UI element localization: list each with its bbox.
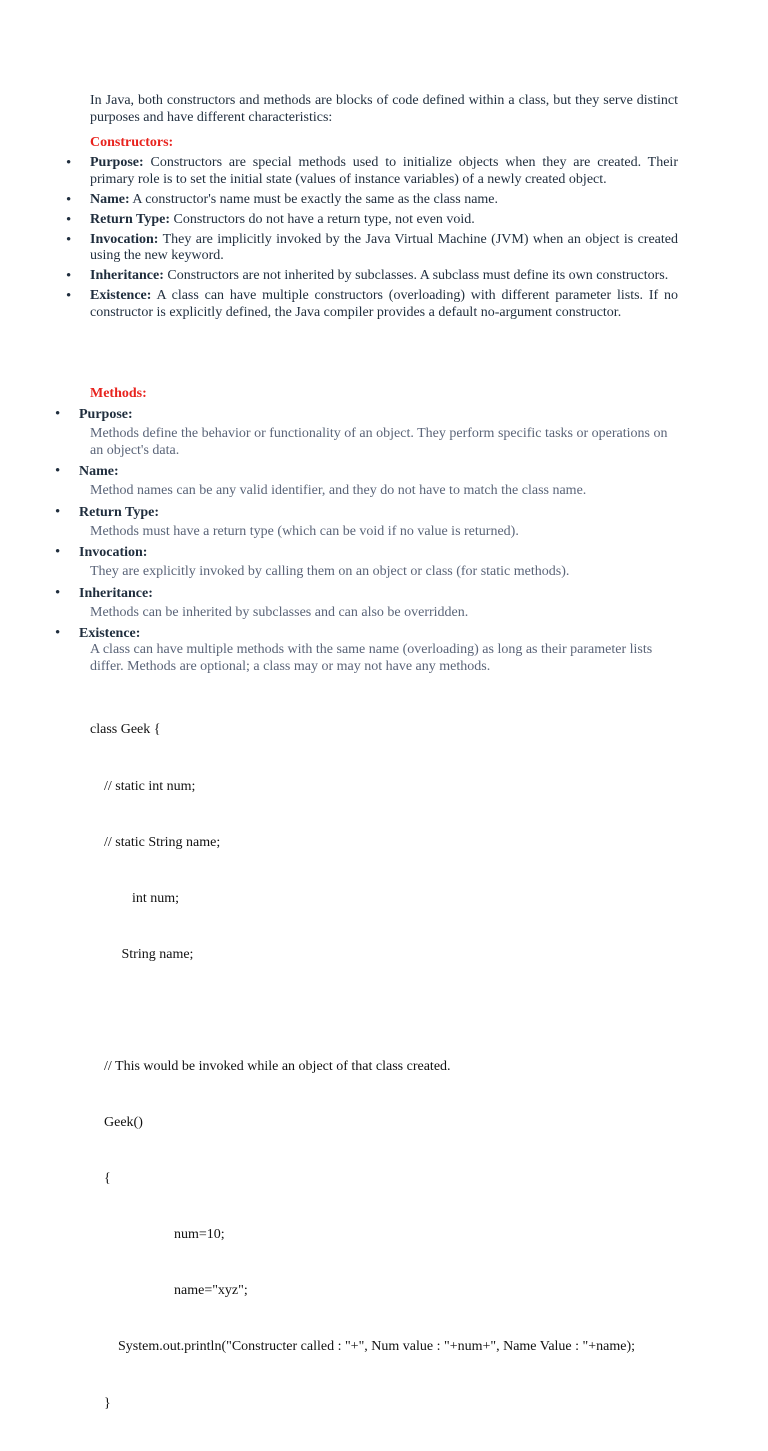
item-text: They are explicitly invoked by calling them on an object or class (for static methods). bbox=[90, 564, 570, 579]
list-item bbox=[79, 585, 669, 622]
item-text: Method names can be any valid identifier, and they do not have to match the class name. bbox=[90, 483, 587, 498]
code-line: int num; bbox=[90, 890, 180, 906]
code-line bbox=[90, 1002, 635, 1021]
item-label: • Invocation: bbox=[79, 545, 148, 560]
item-label: • Inheritance: bbox=[79, 585, 153, 601]
list-item bbox=[79, 625, 669, 675]
item-text: Constructors are not inherited by subclasses. A subclass must define its own constructors. bbox=[163, 268, 669, 283]
code-line: String name; bbox=[90, 946, 194, 962]
code-line: { bbox=[90, 1171, 111, 1187]
code-block bbox=[90, 684, 635, 1451]
item-text: A constructor's name must be exactly the same as the class name. bbox=[129, 191, 499, 207]
item-text: Methods define the behavior or functionality of an object. They perform specific tasks or operations on an object's data. bbox=[90, 426, 668, 458]
code-line: // static String name; bbox=[90, 834, 221, 850]
item-text: Constructors are special methods used to initialize objects when they are created. Their primary role is to set the initial state (values of instance variables) of a newly created object. bbox=[90, 155, 678, 187]
code-line: Geek() bbox=[90, 1115, 143, 1131]
code-line: // This would be invoked while an object of that class created. bbox=[90, 1058, 451, 1074]
constructors-list bbox=[90, 155, 678, 325]
methods-heading: Methods: bbox=[90, 386, 147, 401]
item-label: Purpose: bbox=[90, 155, 144, 170]
item-label: Return Type: bbox=[90, 211, 170, 227]
item-label: • Purpose: bbox=[79, 407, 133, 422]
code-line: System.out.println("Constructer called : "+", Num value : "+num+", Name Value : "+name); bbox=[90, 1339, 636, 1355]
list-item bbox=[79, 463, 669, 500]
list-item bbox=[90, 268, 678, 285]
list-item bbox=[90, 155, 678, 188]
item-label: Existence: bbox=[90, 288, 152, 303]
code-line: } bbox=[90, 1395, 111, 1411]
item-label: Name: bbox=[90, 191, 130, 207]
constructors-heading: Constructors: bbox=[90, 135, 174, 150]
list-item bbox=[79, 406, 669, 459]
list-item bbox=[90, 232, 678, 265]
item-text: They are implicitly invoked by the Java Virtual Machine (JVM) when an object is created using the new keyword. bbox=[90, 231, 678, 263]
methods-list bbox=[79, 406, 669, 679]
list-item bbox=[79, 544, 669, 581]
code-line: // static int num; bbox=[90, 778, 196, 794]
item-text: Constructors do not have a return type, not even void. bbox=[169, 211, 475, 227]
code-line: class Geek { bbox=[90, 722, 161, 738]
list-item bbox=[90, 192, 678, 209]
item-label: • Return Type: bbox=[79, 504, 159, 520]
list-item bbox=[90, 212, 678, 229]
item-label: • Existence: bbox=[79, 626, 141, 641]
code-line: name="xyz"; bbox=[90, 1283, 248, 1299]
item-text: A class can have multiple constructors (overloading) with different parameter lists. If no constructor is explicitly defined, the Java compiler provides a default no-argument constructor. bbox=[90, 288, 678, 320]
item-label: • Name: bbox=[79, 464, 119, 479]
list-item bbox=[90, 288, 678, 321]
code-line: num=10; bbox=[90, 1227, 225, 1243]
list-item bbox=[79, 504, 669, 541]
intro-paragraph: In Java, both constructors and methods are blocks of code defined within a class, but they serve distinct purposes and have different characteristics: bbox=[90, 93, 678, 125]
item-text: Methods can be inherited by subclasses and can also be overridden. bbox=[90, 604, 469, 620]
item-text: Methods must have a return type (which can be void if no value is returned). bbox=[90, 523, 519, 539]
item-label: Invocation: bbox=[90, 231, 159, 247]
item-label: Inheritance: bbox=[90, 268, 164, 283]
item-text: A class can have multiple methods with the same name (overloading) as long as their parameter lists differ. Methods are optional; a class may or may not have any methods. bbox=[90, 642, 653, 674]
